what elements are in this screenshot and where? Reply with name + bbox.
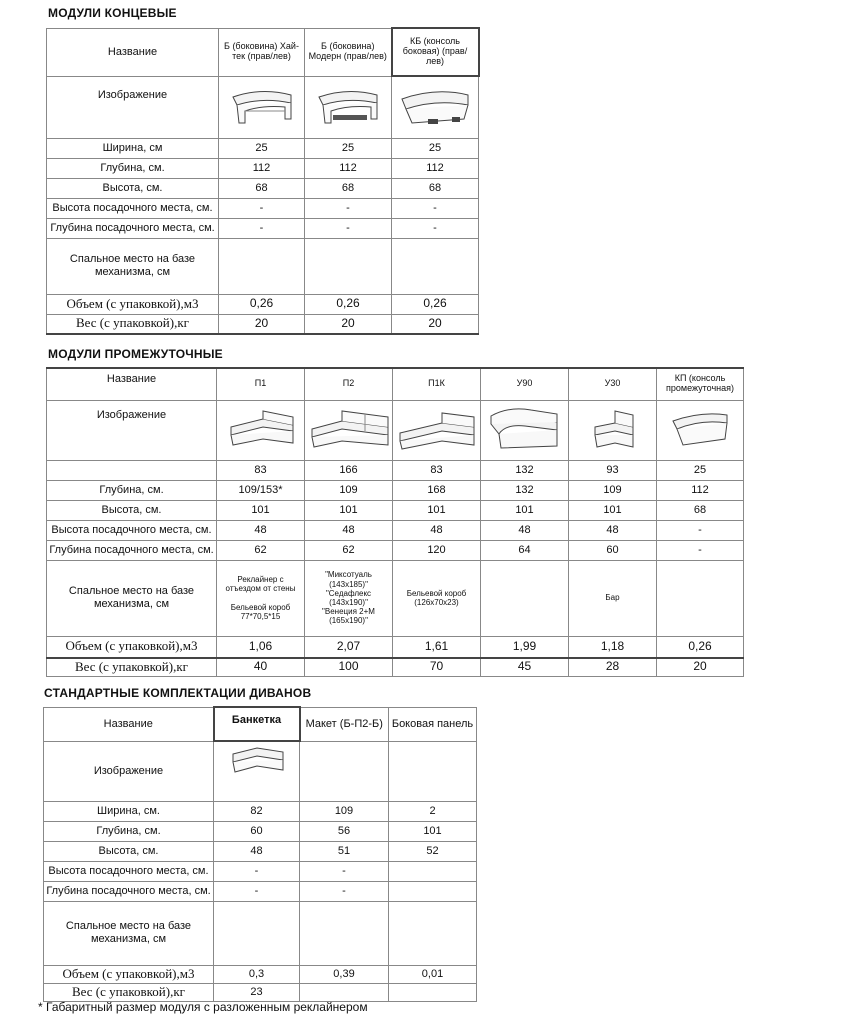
row-label (47, 460, 217, 480)
column-header: П1 (217, 368, 305, 400)
armrest-hitech-icon (219, 76, 305, 138)
sleep-cell (481, 560, 569, 636)
cell-value: 70 (393, 658, 481, 676)
column-header: КБ (консоль боковая) (прав/лев) (392, 28, 479, 76)
cell-value: 1,61 (393, 636, 481, 658)
cell-value: - (219, 198, 305, 218)
ottoman-icon (214, 741, 300, 801)
cell-value: 0,3 (214, 965, 300, 983)
column-header: Боковая панель (389, 707, 477, 741)
sleep-note: Бар (605, 593, 620, 603)
cell-value: 1,99 (481, 636, 569, 658)
column-header: Б (боковина) Хай-тек (прав/лев) (219, 28, 305, 76)
sleep-cell (569, 560, 657, 636)
cell-value: 68 (392, 178, 479, 198)
cell-value: 0,26 (657, 636, 744, 658)
row-label: Спальное место на базе механизма, см (44, 901, 214, 965)
row-label: Название (47, 28, 219, 76)
cell-value: 25 (657, 460, 744, 480)
cell-value: 52 (389, 841, 477, 861)
cell-value: 82 (214, 801, 300, 821)
column-header: У90 (481, 368, 569, 400)
cell-value: - (300, 861, 389, 881)
section-title-end-modules: МОДУЛИ КОНЦЕВЫЕ (48, 6, 177, 20)
cell-value (219, 238, 305, 294)
middle-modules-table (46, 367, 744, 677)
cell-value: 20 (392, 314, 479, 334)
cell-value: 28 (569, 658, 657, 676)
cell-value: 132 (481, 480, 569, 500)
row-label: Вес (с упаковкой),кг (44, 983, 214, 1001)
cell-value (300, 983, 389, 1001)
cell-value: 68 (657, 500, 744, 520)
cell-value: 25 (305, 138, 392, 158)
cell-value: 23 (214, 983, 300, 1001)
middle-console-icon (657, 400, 744, 460)
cell-value: 112 (219, 158, 305, 178)
cell-value: 48 (214, 841, 300, 861)
cell-value: 48 (569, 520, 657, 540)
cell-value: 0,01 (389, 965, 477, 983)
cell-value: 68 (219, 178, 305, 198)
cell-value (389, 881, 477, 901)
cell-value: 48 (305, 520, 393, 540)
column-header: Б (боковина) Модерн (прав/лев) (305, 28, 392, 76)
cell-value (214, 901, 300, 965)
cell-value: 0,26 (219, 294, 305, 314)
cell-value (389, 901, 477, 965)
sleep-note: Реклайнер с отъездом от стены Бельевой короб 77*70,5*15 (225, 575, 296, 621)
sleep-cell (657, 560, 744, 636)
module-p1-icon (217, 400, 305, 460)
corner-u90-icon (481, 400, 569, 460)
cell-value: - (657, 540, 744, 560)
cell-value: 112 (392, 158, 479, 178)
row-label: Вес (с упаковкой),кг (47, 314, 219, 334)
cell-value: 0,26 (392, 294, 479, 314)
cell-value: 60 (214, 821, 300, 841)
section-title-middle-modules: МОДУЛИ ПРОМЕЖУТОЧНЫЕ (48, 347, 223, 361)
cell-value: 20 (657, 658, 744, 676)
cell-value: 109/153* (217, 480, 305, 500)
row-label: Глубина, см. (47, 480, 217, 500)
cell-value: - (392, 198, 479, 218)
row-label: Высота, см. (47, 500, 217, 520)
cell-value: 0,39 (300, 965, 389, 983)
row-label: Вес (с упаковкой),кг (47, 658, 217, 676)
cell-value: 101 (217, 500, 305, 520)
cell-value: 20 (305, 314, 392, 334)
row-label: Объем (с упаковкой),м3 (47, 636, 217, 658)
cell-value: - (219, 218, 305, 238)
cell-value: 48 (393, 520, 481, 540)
row-label: Высота, см. (44, 841, 214, 861)
cell-value: 62 (217, 540, 305, 560)
cell-value: 101 (569, 500, 657, 520)
armrest-modern-icon (305, 76, 392, 138)
cell-value: - (214, 881, 300, 901)
cell-value: 101 (481, 500, 569, 520)
module-p2-icon (305, 400, 393, 460)
cell-value: 62 (305, 540, 393, 560)
cell-value: 101 (393, 500, 481, 520)
footnote: * Габаритный размер модуля с разложенным реклайнером (38, 1000, 368, 1014)
row-label: Высота посадочного места, см. (47, 198, 219, 218)
cell-value: 120 (393, 540, 481, 560)
row-label: Высота посадочного места, см. (44, 861, 214, 881)
cell-value: 112 (657, 480, 744, 500)
cell-value: - (300, 881, 389, 901)
cell-value (389, 983, 477, 1001)
cell-value: 166 (305, 460, 393, 480)
cell-value: 93 (569, 460, 657, 480)
cell-value: 56 (300, 821, 389, 841)
cell-value: 132 (481, 460, 569, 480)
row-label: Спальное место на базе механизма, см (47, 560, 217, 636)
column-header: Банкетка (214, 707, 300, 741)
row-label: Глубина посадочного места, см. (44, 881, 214, 901)
row-label: Изображение (47, 76, 219, 138)
cell-value: 40 (217, 658, 305, 676)
cell-value: 48 (217, 520, 305, 540)
column-header: Макет (Б-П2-Б) (300, 707, 389, 741)
row-label: Изображение (47, 400, 217, 460)
side-console-icon (392, 76, 479, 138)
corner-u30-icon (569, 400, 657, 460)
standard-sets-table (43, 706, 477, 1002)
column-header: П1К (393, 368, 481, 400)
cell-value: 101 (305, 500, 393, 520)
end-modules-table (46, 27, 480, 335)
row-label: Ширина, см (47, 138, 219, 158)
cell-value (300, 901, 389, 965)
module-p1k-icon (393, 400, 481, 460)
row-label: Название (47, 368, 217, 400)
cell-value: - (392, 218, 479, 238)
row-label: Глубина, см. (47, 158, 219, 178)
cell-value: - (305, 198, 392, 218)
column-header: У30 (569, 368, 657, 400)
section-title-standard-sets: СТАНДАРТНЫЕ КОМПЛЕКТАЦИИ ДИВАНОВ (44, 686, 312, 700)
row-label: Название (44, 707, 214, 741)
cell-value: 109 (300, 801, 389, 821)
cell-value: 68 (305, 178, 392, 198)
row-label: Высота, см. (47, 178, 219, 198)
cell-value: 83 (217, 460, 305, 480)
row-label: Изображение (44, 741, 214, 801)
cell-value: 20 (219, 314, 305, 334)
row-label: Спальное место на базе механизма, см (47, 238, 219, 294)
cell-value: - (214, 861, 300, 881)
cell-value (392, 238, 479, 294)
row-label: Глубина, см. (44, 821, 214, 841)
empty-image-cell (389, 741, 477, 801)
cell-value: 2,07 (305, 636, 393, 658)
sleep-cell (305, 560, 393, 636)
row-label: Объем (с упаковкой),м3 (47, 294, 219, 314)
cell-value: 64 (481, 540, 569, 560)
cell-value: 100 (305, 658, 393, 676)
cell-value: 1,06 (217, 636, 305, 658)
cell-value: 45 (481, 658, 569, 676)
row-label: Объем (с упаковкой),м3 (44, 965, 214, 983)
sleep-note: "Миксотуаль (143х185)" "Седафлекс (143х190)" "Венеция 2+М (165х190)" (322, 570, 375, 626)
cell-value: 25 (219, 138, 305, 158)
empty-image-cell (300, 741, 389, 801)
cell-value: 48 (481, 520, 569, 540)
row-label: Высота посадочного места, см. (47, 520, 217, 540)
row-label: Глубина посадочного места, см. (47, 218, 219, 238)
cell-value: 0,26 (305, 294, 392, 314)
row-label: Глубина посадочного места, см. (47, 540, 217, 560)
cell-value: 2 (389, 801, 477, 821)
cell-value: - (305, 218, 392, 238)
cell-value: 168 (393, 480, 481, 500)
cell-value (389, 861, 477, 881)
cell-value: 101 (389, 821, 477, 841)
cell-value: 1,18 (569, 636, 657, 658)
cell-value: 83 (393, 460, 481, 480)
sleep-note: Бельевой короб (126х70х23) (406, 588, 467, 607)
cell-value: 60 (569, 540, 657, 560)
cell-value: 51 (300, 841, 389, 861)
row-label: Ширина, см. (44, 801, 214, 821)
cell-value: 109 (569, 480, 657, 500)
sleep-cell (393, 560, 481, 636)
cell-value (305, 238, 392, 294)
cell-value: 112 (305, 158, 392, 178)
cell-value: - (657, 520, 744, 540)
cell-value: 25 (392, 138, 479, 158)
column-header: КП (консоль промежуточная) (657, 368, 744, 400)
cell-value: 109 (305, 480, 393, 500)
sleep-cell (217, 560, 305, 636)
column-header: П2 (305, 368, 393, 400)
